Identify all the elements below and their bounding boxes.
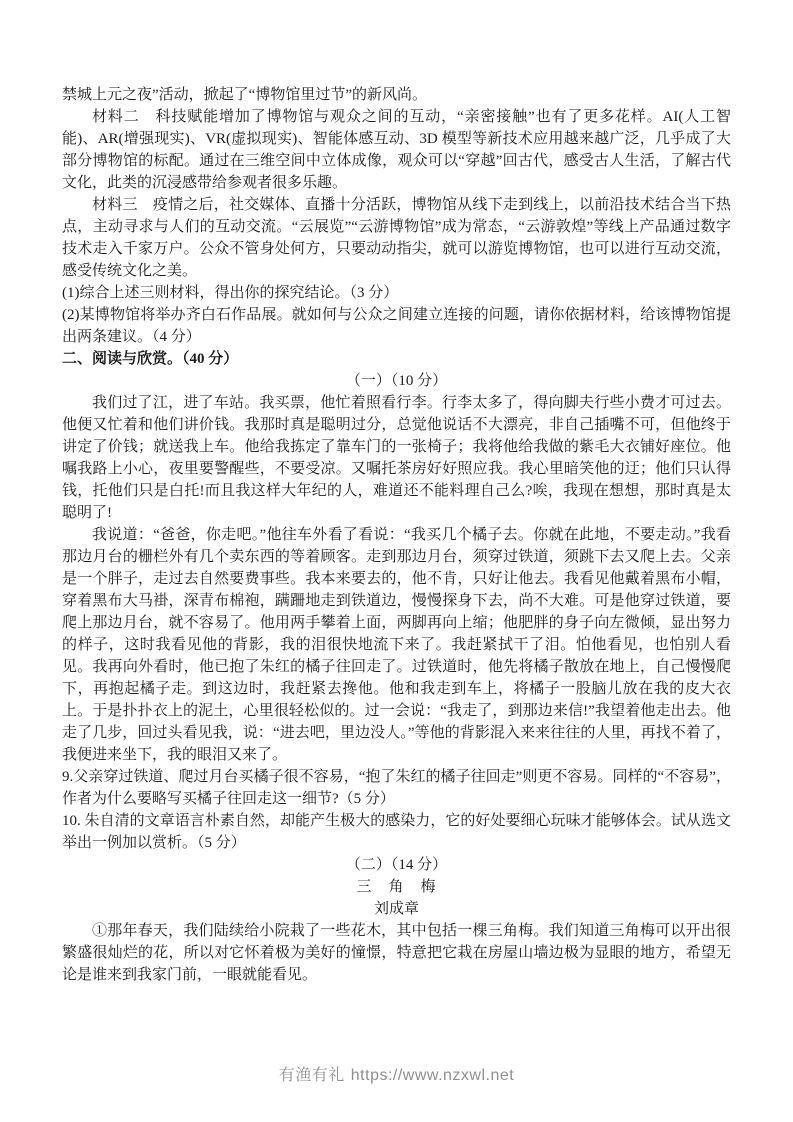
- part-two-heading: （二）（14 分）: [345, 857, 448, 873]
- question-9: 9.父亲穿过铁道、爬过月台买橘子很不容易，“抱了朱红的橘子往回走”则更不容易。同样的“不容易”，作者为什么要略写买橘子往回走这一细节?（5 分）: [62, 769, 731, 807]
- question-10: 10. 朱自清的文章语言朴素自然，却能产生极大的感染力，它的好处要细心玩味才能够体会。试从选文举出一例加以赏析。（5 分）: [62, 813, 731, 851]
- essay-author: 刘成章: [373, 901, 419, 917]
- question-2: (2)某博物馆将举办齐白石作品展。就如何与公众之间建立连接的问题，请你依据材料，给该博物馆提出两条建议。（4 分）: [62, 307, 731, 345]
- section-two-heading: 二、阅读与欣赏。（40 分）: [62, 351, 239, 367]
- exam-content: [62, 84, 731, 986]
- material-two-paragraph: 材料二 科技赋能增加了博物馆与观众之间的互动，“亲密接触”也有了更多花样。AI(人工智能)、AR(增强现实)、VR(虚拟现实)、智能体感互动、3D 模型等新技术应用越来越广泛，几乎成了大部分博物馆的标配。通过在三维空间中立体成像，观众可以“穿越”回古代，感受古人生活，了解古代文化，此类的沉浸感带给参观者很多乐趣。: [62, 109, 731, 191]
- essay-title: 三 角 梅: [356, 879, 437, 895]
- passage-paragraph-2: 我说道：“爸爸，你走吧。”他往车外看了看说：“我买几个橘子去。你就在此地，不要走动。”我看那边月台的栅栏外有几个卖东西的等着顾客。走到那边月台，须穿过铁道，须跳下去又爬上去。父亲是一个胖子，走过去自然要费事些。我本来要去的，他不肯，只好让他去。我看见他戴着黑布小帽，穿着黑布大马褂，深青布棉袍，蹒跚地走到铁道边，慢慢探身下去，尚不大难。可是他穿过铁道，要爬上那边月台，就不容易了。他用两手攀着上面，两脚再向上缩；他肥胖的身子向左微倾，显出努力的样子，这时我看见他的背影，我的泪很快地流下来了。我赶紧拭干了泪。怕他看见，也怕别人看见。我再向外看时，他已抱了朱红的橘子往回走了。过铁道时，他先将橘子散放在地上，自己慢慢爬下，再抱起橘子走。到这边时，我赶紧去搀他。他和我走到车上，将橘子一股脑儿放在我的皮大衣上。于是扑扑衣上的泥土，心里很轻松似的。过一会说：“我走了，到那边来信!”我望着他走出去。他走了几步，回过头看见我，说：“进去吧，里边没人。”等他的背影混入来来往往的人里，再找不着了，我便进来坐下，我的眼泪又来了。: [62, 527, 731, 763]
- material-three-paragraph: 材料三 疫情之后，社交媒体、直播十分活跃，博物馆从线下走到线上，以前沿技术结合当下热点，主动寻求与人们的互动交流。“云展览”“云游博物馆”成为常态，“云游敦煌”等线上产品通过数字技术走入千家万户。公众不管身处何方，只要动动指尖，就可以游览博物馆，也可以进行互动交流，感受传统文化之美。: [62, 197, 731, 279]
- essay-paragraph-1: ①那年春天，我们陆续给小院栽了一些花木，其中包括一棵三角梅。我们知道三角梅可以开出很繁盛很灿烂的花，所以对它怀着极为美好的憧憬，特意把它栽在房屋山墙边极为显眼的地方，希望无论是谁来到我家门前，一眼就能看见。: [62, 923, 731, 983]
- part-one-heading: （一）（10 分）: [345, 373, 448, 389]
- watermark-footer: [0, 1062, 793, 1085]
- passage-paragraph-1: 我们过了江，进了车站。我买票，他忙着照看行李。行李太多了，得向脚夫行些小费才可过去。他便又忙着和他们讲价钱。我那时真是聪明过分，总觉他说话不大漂亮，非自己插嘴不可，但他终于讲定了价钱；就送我上车。他给我拣定了靠车门的一张椅子；我将他给我做的紫毛大衣铺好座位。他嘱我路上小心，夜里要警醒些，不要受凉。又嘱托茶房好好照应我。我心里暗笑他的迂；他们只认得钱，托他们只是白托!而且我这样大年纪的人，难道还不能料理自己么?唉，我现在想想，那时真是太聪明了!: [62, 395, 731, 521]
- continued-intro-line: 禁城上元之夜”活动，掀起了“博物馆里过节”的新风尚。: [62, 87, 427, 103]
- question-1: (1)综合上述三则材料，得出你的探究结论。（3 分）: [62, 285, 399, 301]
- watermark-url: https://www.nzxwl.net: [350, 1067, 515, 1084]
- watermark-brand: 有渔有礼: [278, 1067, 345, 1084]
